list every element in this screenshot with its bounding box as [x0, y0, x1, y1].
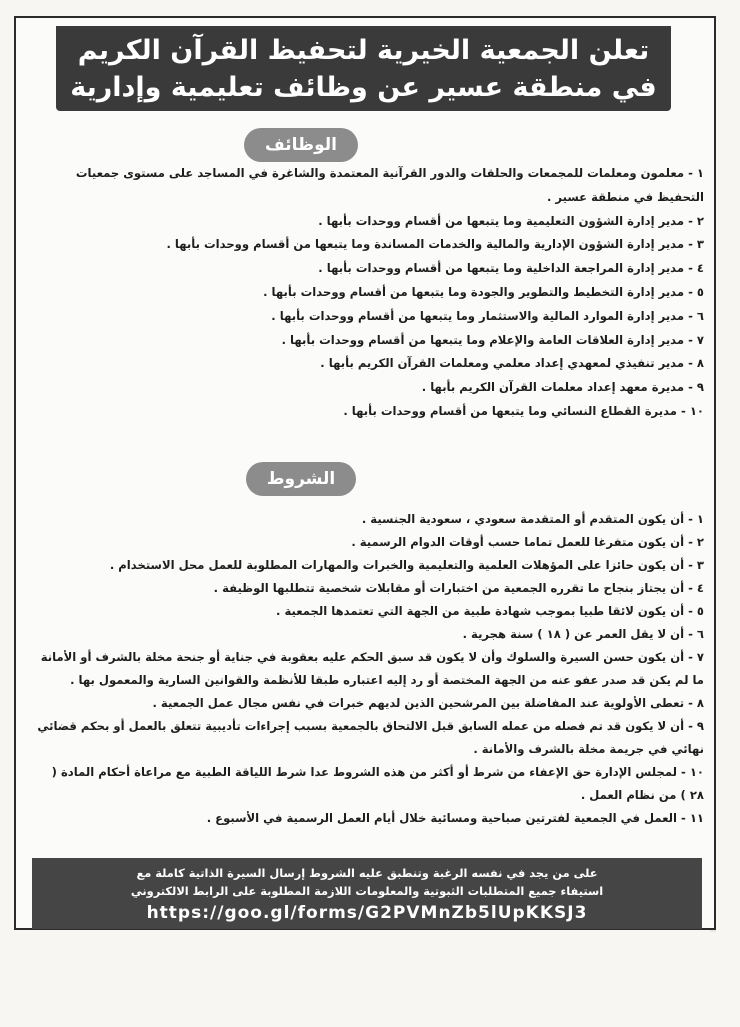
condition-item-text: أن لا يقل العمر عن ( ١٨ ) سنة هجرية . — [462, 627, 685, 641]
conditions-list — [34, 508, 704, 830]
job-item-text: مدير إدارة الموارد المالية والاستثمار وما يتبعها من أقسام ووحدات بأبها . — [271, 308, 685, 323]
job-item-number: ٨ - — [688, 356, 704, 371]
footer-line-2: استيفاء جميع المتطلبات الثبوتية والمعلومات اللازمة المطلوبة على الرابط الالكتروني — [130, 884, 604, 898]
announcement-sheet — [14, 16, 716, 930]
job-item-number: ٢ - — [688, 213, 704, 228]
condition-item-number: ٢ - — [688, 535, 704, 549]
job-item-text: مدير تنفيذي لمعهدي إعداد معلمي ومعلمات القرآن الكريم بأبها . — [320, 356, 685, 371]
condition-item-text: أن يجتاز بنجاح ما تقرره الجمعية من اختبارات أو مقابلات شخصية تتطلبها الوظيفة . — [213, 581, 685, 595]
condition-item-number: ٤ - — [688, 581, 704, 595]
condition-item-text: العمل في الجمعية لفترتين صباحية ومسائية خلال أيام العمل الرسمية في الأسبوع . — [206, 811, 677, 825]
header-line-1: تعلن الجمعية الخيرية لتحفيظ القرآن الكريم — [77, 35, 650, 66]
condition-item-text: أن يكون لائقا طبيا بموجب شهادة طبية من الجهة التي تعتمدها الجمعية . — [276, 604, 685, 618]
condition-item-text: أن يكون حسن السيرة والسلوك وأن لا يكون قد سبق الحكم عليه بعقوبة في جناية أو جنحة مخلة بالشرف أو الأمانة ما لم يكن قد صدر عفو عنه من الجهة المختصة أو رد إليه اعتباره طبقا للأنظمة والقوانين السارية والمعمول بها . — [40, 650, 704, 687]
header-line-2: في منطقة عسير عن وظائف تعليمية وإدارية — [70, 72, 657, 103]
job-item-text: مدير إدارة الشؤون التعليمية وما يتبعها من أقسام ووحدات بأبها . — [318, 213, 685, 228]
job-item-text: مدير إدارة التخطيط والتطوير والجودة وما يتبعها من أقسام ووحدات بأبها . — [263, 284, 685, 299]
job-item-text: مدير إدارة العلاقات العامة والإعلام وما يتبعها من أقسام ووحدات بأبها . — [281, 332, 685, 347]
condition-item-text: أن يكون المتقدم أو المتقدمة سعودي ، سعودية الجنسية . — [361, 512, 685, 526]
job-item-number: ١ - — [688, 166, 704, 180]
condition-item — [34, 646, 704, 692]
job-item — [34, 376, 704, 400]
job-item-text: مديرة معهد إعداد معلمات القرآن الكريم بأبها . — [421, 380, 685, 395]
job-item-text: معلمون ومعلمات للمجمعات والحلقات والدور القرآنية المعتمدة والشاغرة في المساجد على مستوى جمعيات التحفيظ في منطقة عسير . — [75, 166, 704, 204]
job-item-number: ١٠ - — [680, 403, 704, 418]
condition-item — [34, 600, 704, 623]
condition-item-number: ٥ - — [688, 604, 704, 618]
condition-item — [34, 692, 704, 715]
condition-item-number: ٣ - — [688, 558, 704, 572]
jobs-section-title: الوظائف — [244, 128, 358, 162]
condition-item-number: ٩ - — [688, 719, 704, 733]
job-item-number: ٦ - — [688, 308, 704, 323]
job-item — [34, 162, 704, 210]
job-item — [34, 400, 704, 424]
condition-item — [34, 531, 704, 554]
application-form-link[interactable]: https://goo.gl/forms/G2PVMnZb5lUpKKSJ3 — [146, 903, 588, 923]
job-item-number: ٩ - — [688, 380, 704, 395]
job-item — [34, 233, 704, 257]
conditions-section-title: الشروط — [246, 462, 356, 496]
condition-item — [34, 715, 704, 761]
condition-item — [34, 577, 704, 600]
condition-item-number: ١ - — [688, 512, 704, 526]
job-item-text: مدير إدارة المراجعة الداخلية وما يتبعها من أقسام ووحدات بأبها . — [318, 261, 685, 276]
condition-item-number: ١٠ - — [680, 765, 704, 779]
job-item-number: ٣ - — [688, 237, 704, 252]
condition-item-text: لمجلس الإدارة حق الإعفاء من شرط أو أكثر من هذه الشروط عدا شرط اللياقة الطبية مع مراعاة أحكام المادة ( ٢٨ ) من نظام العمل . — [51, 765, 704, 802]
condition-item-number: ١١ - — [680, 811, 704, 825]
condition-item — [34, 807, 704, 830]
condition-item-number: ٨ - — [688, 696, 704, 710]
condition-item-text: أن يكون متفرغا للعمل تماما حسب أوقات الدوام الرسمية . — [351, 535, 685, 549]
application-footer — [32, 858, 702, 929]
job-item — [34, 281, 704, 305]
job-item — [34, 352, 704, 376]
jobs-list — [34, 162, 704, 424]
job-item-text: مديرة القطاع النسائي وما يتبعها من أقسام ووحدات بأبها . — [343, 403, 677, 418]
condition-item — [34, 508, 704, 531]
job-item — [34, 329, 704, 353]
job-item-number: ٤ - — [688, 261, 704, 276]
condition-item-text: تعطى الأولوية عند المفاضلة بين المرشحين الذين لديهم خبرات في نفس مجال عمل الجمعية . — [152, 696, 685, 710]
condition-item-number: ٧ - — [688, 650, 704, 664]
condition-item — [34, 761, 704, 807]
footer-line-1: على من يجد في نفسه الرغبة وتنطبق عليه الشروط إرسال السيرة الذاتية كاملة مع — [136, 866, 598, 880]
condition-item-number: ٦ - — [688, 627, 704, 641]
condition-item-text: أن يكون حائزا على المؤهلات العلمية والتعليمية والخبرات والمهارات المطلوبة للعمل محل الاستخدام . — [109, 558, 685, 572]
condition-item-text: أن لا يكون قد تم فصله من عمله السابق قبل الالتحاق بالجمعية بسبب إجراءات تأديبية تتعلق بالعمل أو بحكم قضائي نهائي في جريمة مخلة بالشرف والأمانة . — [37, 719, 704, 756]
job-item — [34, 257, 704, 281]
job-item-number: ٧ - — [688, 332, 704, 347]
condition-item — [34, 554, 704, 577]
job-item — [34, 305, 704, 329]
condition-item — [34, 623, 704, 646]
job-item-text: مدير إدارة الشؤون الإدارية والمالية والخدمات المساندة وما يتبعها من أقسام ووحدات بأبها . — [166, 237, 685, 252]
job-item — [34, 210, 704, 234]
announcement-header — [56, 26, 671, 111]
job-item-number: ٥ - — [688, 284, 704, 299]
